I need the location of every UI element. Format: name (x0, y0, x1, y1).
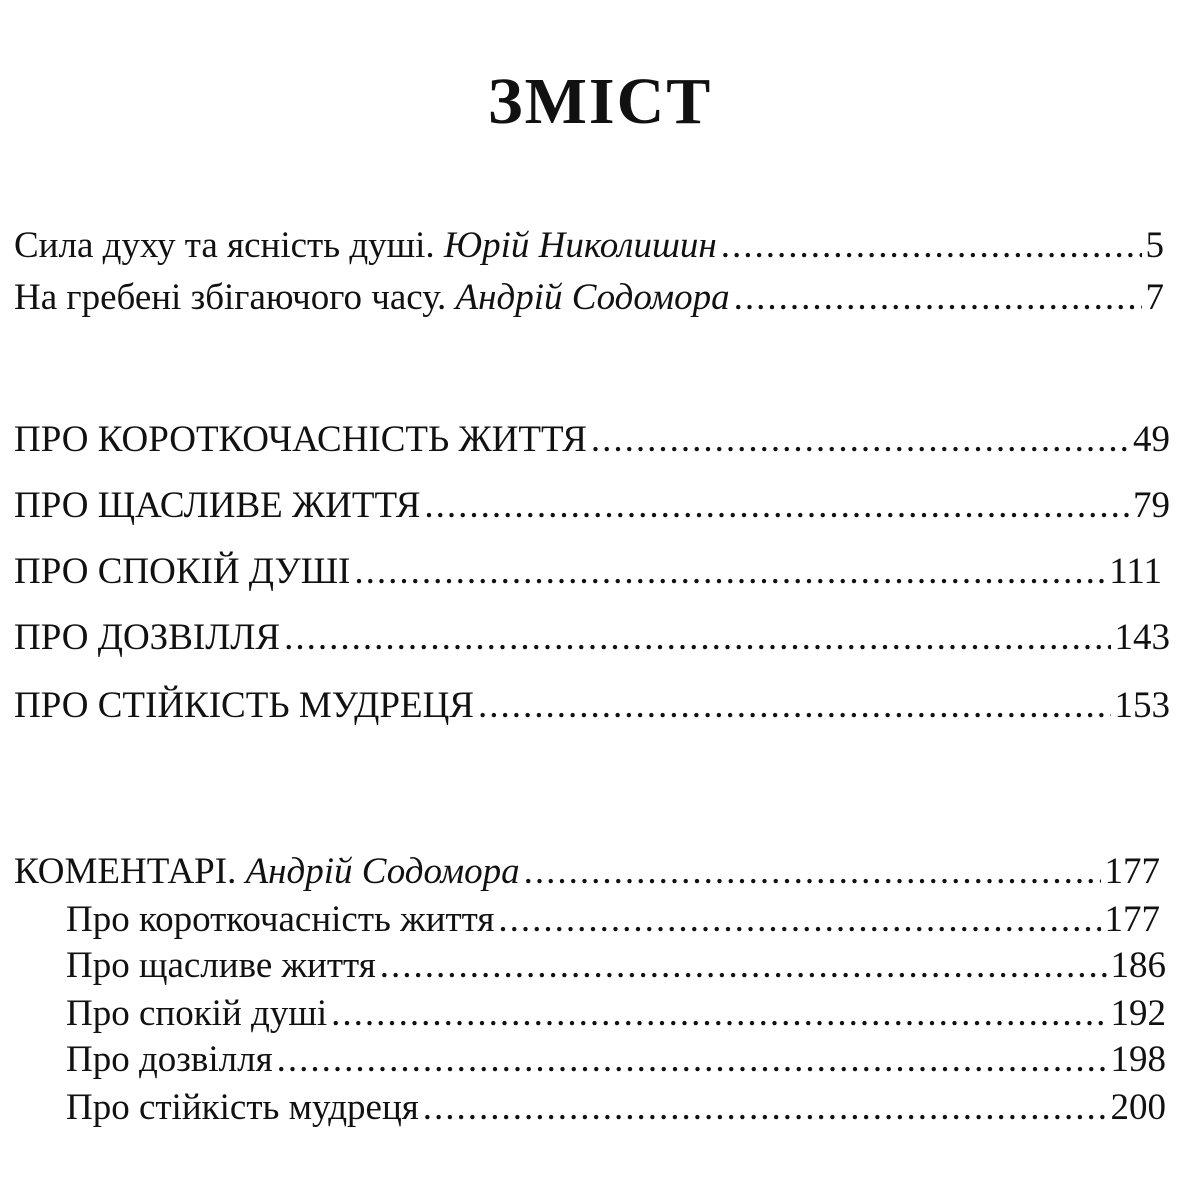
toc-entry-page: 5 (1145, 225, 1164, 266)
leader-dots (478, 684, 1111, 727)
toc-entry-commentary[interactable] (14, 850, 1160, 898)
toc-entry-page: 111 (1109, 551, 1162, 592)
toc-entry-page: 49 (1133, 419, 1170, 460)
leader-dots (284, 616, 1110, 659)
toc-entry-page: 200 (1110, 1087, 1166, 1128)
leader-dots (734, 276, 1142, 319)
leader-dots (331, 992, 1106, 1035)
toc-entry-label: ПРО КОРОТКОЧАСНІСТЬ ЖИТТЯ (14, 419, 587, 460)
toc-entry-essay-3[interactable] (14, 550, 1162, 604)
toc-entry-label: На гребені збігаючого часу. Андрій Содомора (14, 277, 730, 318)
toc-entry-page: 153 (1114, 685, 1170, 726)
leader-dots (277, 1038, 1107, 1081)
toc-entry-label: ПРО ЩАСЛИВЕ ЖИТТЯ (14, 485, 421, 526)
leader-dots (721, 224, 1142, 267)
toc-entry-page: 7 (1145, 277, 1164, 318)
toc-entry-commentary-1[interactable] (66, 898, 1160, 946)
toc-entry-label: Про дозвілля (66, 1039, 273, 1080)
toc-entry-label: Про щасливе життя (66, 945, 376, 986)
leader-dots (591, 418, 1129, 461)
toc-entry-intro-1[interactable] (14, 224, 1164, 274)
toc-entry-page: 186 (1110, 945, 1166, 986)
toc-entry-author: Андрій Содомора (245, 851, 520, 892)
toc-entry-label: КОМЕНТАРІ. Андрій Содомора (14, 851, 520, 892)
toc-entry-author: Андрій Содомора (455, 277, 730, 318)
toc-entry-essay-2[interactable] (14, 484, 1170, 538)
leader-dots (423, 1086, 1107, 1129)
toc-entry-commentary-3[interactable] (66, 992, 1166, 1040)
leader-dots (354, 550, 1105, 593)
toc-entry-label: Про стійкість мудреця (66, 1087, 419, 1128)
toc-entry-commentary-5[interactable] (66, 1086, 1166, 1134)
toc-entry-label: ПРО СПОКІЙ ДУШІ (14, 551, 351, 592)
toc-entry-essay-5[interactable] (14, 684, 1170, 738)
toc-entry-page: 177 (1104, 851, 1160, 892)
toc-entry-label: Про короткочасність життя (66, 899, 495, 940)
leader-dots (498, 898, 1100, 941)
toc-entry-page: 79 (1133, 485, 1170, 526)
toc-entry-page: 198 (1110, 1039, 1166, 1080)
toc-entry-page: 177 (1104, 899, 1160, 940)
toc-entry-intro-2[interactable] (14, 276, 1164, 326)
leader-dots (424, 484, 1129, 527)
toc-entry-label: ПРО СТІЙКІСТЬ МУДРЕЦЯ (14, 685, 474, 726)
toc-entry-page: 143 (1114, 617, 1170, 658)
page-title: ЗМІСТ (487, 65, 713, 138)
toc-entry-essay-4[interactable] (14, 616, 1170, 670)
toc-entry-essay-1[interactable] (14, 418, 1170, 472)
leader-dots (380, 944, 1107, 987)
toc-entry-commentary-2[interactable] (66, 944, 1166, 992)
toc-entry-author: Юрій Николишин (443, 225, 717, 266)
toc-entry-label: Сила духу та ясність душі. Юрій Николишин (14, 225, 717, 266)
toc-entry-commentary-4[interactable] (66, 1038, 1166, 1086)
toc-entry-page: 192 (1110, 993, 1166, 1034)
leader-dots (524, 850, 1101, 893)
toc-entry-label: ПРО ДОЗВІЛЛЯ (14, 617, 281, 658)
toc-entry-label: Про спокій душі (66, 993, 328, 1034)
